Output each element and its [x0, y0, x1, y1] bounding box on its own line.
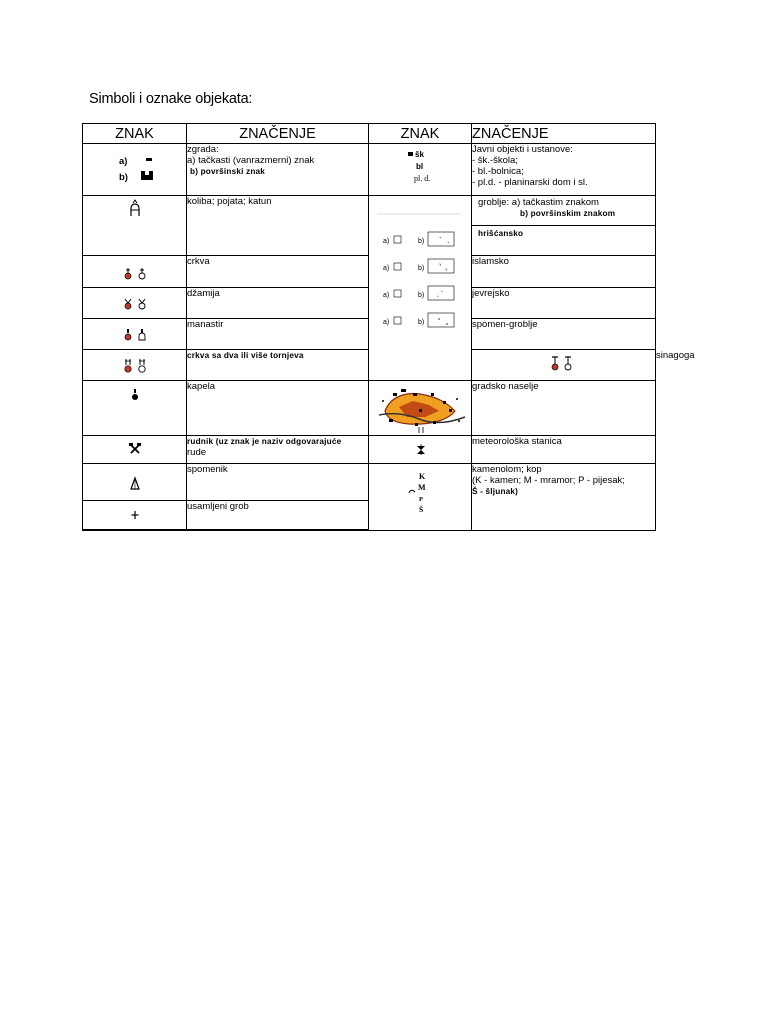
- mosque-description: džamija: [187, 288, 369, 319]
- svg-text:o: o: [446, 321, 449, 326]
- table-row: [83, 196, 656, 256]
- quarry-letter-p: P: [419, 496, 423, 503]
- page-title: Simboli i oznake objekata:: [89, 91, 253, 107]
- table-row: [83, 381, 656, 436]
- svg-text:+: +: [447, 240, 450, 245]
- svg-text:pl. d.: pl. d.: [414, 174, 431, 183]
- monastery-symbol-cell: [83, 319, 187, 350]
- svg-text:Y: Y: [439, 262, 442, 267]
- svg-text:+: +: [439, 235, 442, 240]
- grave-description: usamljeni grob: [187, 501, 369, 531]
- svg-text:a): a): [383, 265, 390, 272]
- symbol-legend-table: [82, 123, 695, 531]
- hut-description: koliba; pojata; katun: [187, 196, 369, 256]
- svg-text:a): a): [383, 319, 390, 326]
- quarry-letter-m: M: [418, 483, 426, 492]
- urban-settlement-description: gradsko naselje: [472, 381, 656, 436]
- building-symbol-cell: [83, 144, 187, 196]
- mine-crossed-hammers-icon: [83, 436, 187, 462]
- public-buildings-description: Javni objekti i ustanove: - šk.-škola; - bl.-bolnica; - pl.d. - planinarski dom i sl.: [472, 144, 656, 196]
- table-row: [83, 144, 656, 196]
- table-row: [83, 464, 656, 501]
- svg-text:b): b): [418, 238, 425, 245]
- svg-text:*: *: [441, 289, 443, 294]
- church-description: crkva: [187, 256, 369, 288]
- quarry-letter-s: Š: [419, 505, 424, 514]
- islamic-cemetery-label: islamsko: [472, 256, 656, 288]
- grave-symbol-cell: [83, 501, 187, 531]
- svg-text:bl: bl: [416, 162, 424, 171]
- synagogue-icon: [512, 350, 615, 379]
- cemetery-description-cell: [472, 196, 656, 256]
- mine-symbol-cell: [83, 436, 187, 464]
- quarry-letter-k: K: [419, 472, 426, 481]
- church-symbol-cell: [83, 256, 187, 288]
- chapel-symbol-cell: [83, 381, 187, 436]
- mosque-icon: [83, 288, 187, 317]
- building-symbol-icon: [83, 144, 187, 194]
- monument-icon: [83, 464, 187, 500]
- urban-settlement-symbol-cell: [369, 381, 472, 436]
- christian-cemetery-label: hrišćansko: [478, 229, 524, 238]
- svg-text:šk: šk: [415, 150, 424, 159]
- synagogue-symbol-cell: [472, 350, 656, 381]
- header-znak-1: ZNAK: [83, 124, 187, 144]
- svg-text:b): b): [418, 265, 425, 272]
- cemetery-description: groblje: a) tačkastim znakom b) površinskim znakom: [472, 196, 655, 226]
- weather-station-description: meteorološka stanica: [472, 436, 656, 464]
- table-header-row: [83, 124, 656, 144]
- mine-description: rudnik (uz znak je naziv odgovarajuće rude: [187, 436, 369, 464]
- hut-icon: [83, 196, 187, 222]
- monument-description: spomenik: [187, 464, 369, 501]
- chapel-icon: [83, 381, 187, 411]
- header-znacenje-2: ZNAČENJE: [472, 124, 656, 144]
- weather-station-icon: [369, 436, 472, 462]
- mosque-symbol-cell: [83, 288, 187, 319]
- monument-symbol-cell: [83, 464, 187, 501]
- urban-settlement-map-icon: [369, 381, 472, 435]
- twin-tower-church-symbol-cell: [83, 350, 187, 381]
- memorial-cemetery-label: spomen-groblje: [472, 319, 656, 350]
- monastery-icon: [83, 319, 187, 348]
- monastery-description: manastir: [187, 319, 369, 350]
- twin-tower-church-icon: [83, 350, 187, 379]
- cemetery-symbols-cell: [369, 196, 472, 381]
- svg-text:Y: Y: [445, 267, 448, 272]
- header-znak-2: ZNAK: [369, 124, 472, 144]
- svg-text:o: o: [438, 316, 441, 321]
- table-row: [83, 436, 656, 464]
- public-buildings-symbol-cell: [369, 144, 472, 196]
- sym-label-b: b): [119, 172, 128, 183]
- header-znacenje-1: ZNAČENJE: [187, 124, 369, 144]
- quarry-symbol-cell: [369, 464, 472, 531]
- cemetery-symbols-icon: [369, 196, 472, 348]
- chapel-description: kapela: [187, 381, 369, 436]
- svg-text:a): a): [383, 292, 390, 299]
- twin-tower-church-description: crkva sa dva ili više tornjeva: [187, 350, 369, 381]
- svg-text:b): b): [418, 292, 425, 299]
- table-row: crkva sa dva ili više tornjeva sinagoga: [83, 350, 656, 381]
- sym-label-a: a): [119, 156, 128, 167]
- quarry-icon: [369, 464, 472, 528]
- svg-text:b): b): [418, 319, 425, 326]
- weather-station-symbol-cell: [369, 436, 472, 464]
- quarry-description: kamenolom; kop (K - kamen; M - mramor; P - pijesak; Š - šljunak): [472, 464, 656, 531]
- jewish-cemetery-label: jevrejsko: [472, 288, 656, 319]
- hut-symbol-cell: [83, 196, 187, 256]
- grave-cross-icon: [83, 501, 187, 529]
- public-building-icon: [369, 144, 472, 194]
- svg-text:*: *: [437, 294, 439, 299]
- church-icon: [83, 256, 187, 286]
- building-description: zgrada: a) tačkasti (vanrazmerni) znak b) površinski znak: [187, 144, 369, 196]
- svg-text:a): a): [383, 238, 390, 245]
